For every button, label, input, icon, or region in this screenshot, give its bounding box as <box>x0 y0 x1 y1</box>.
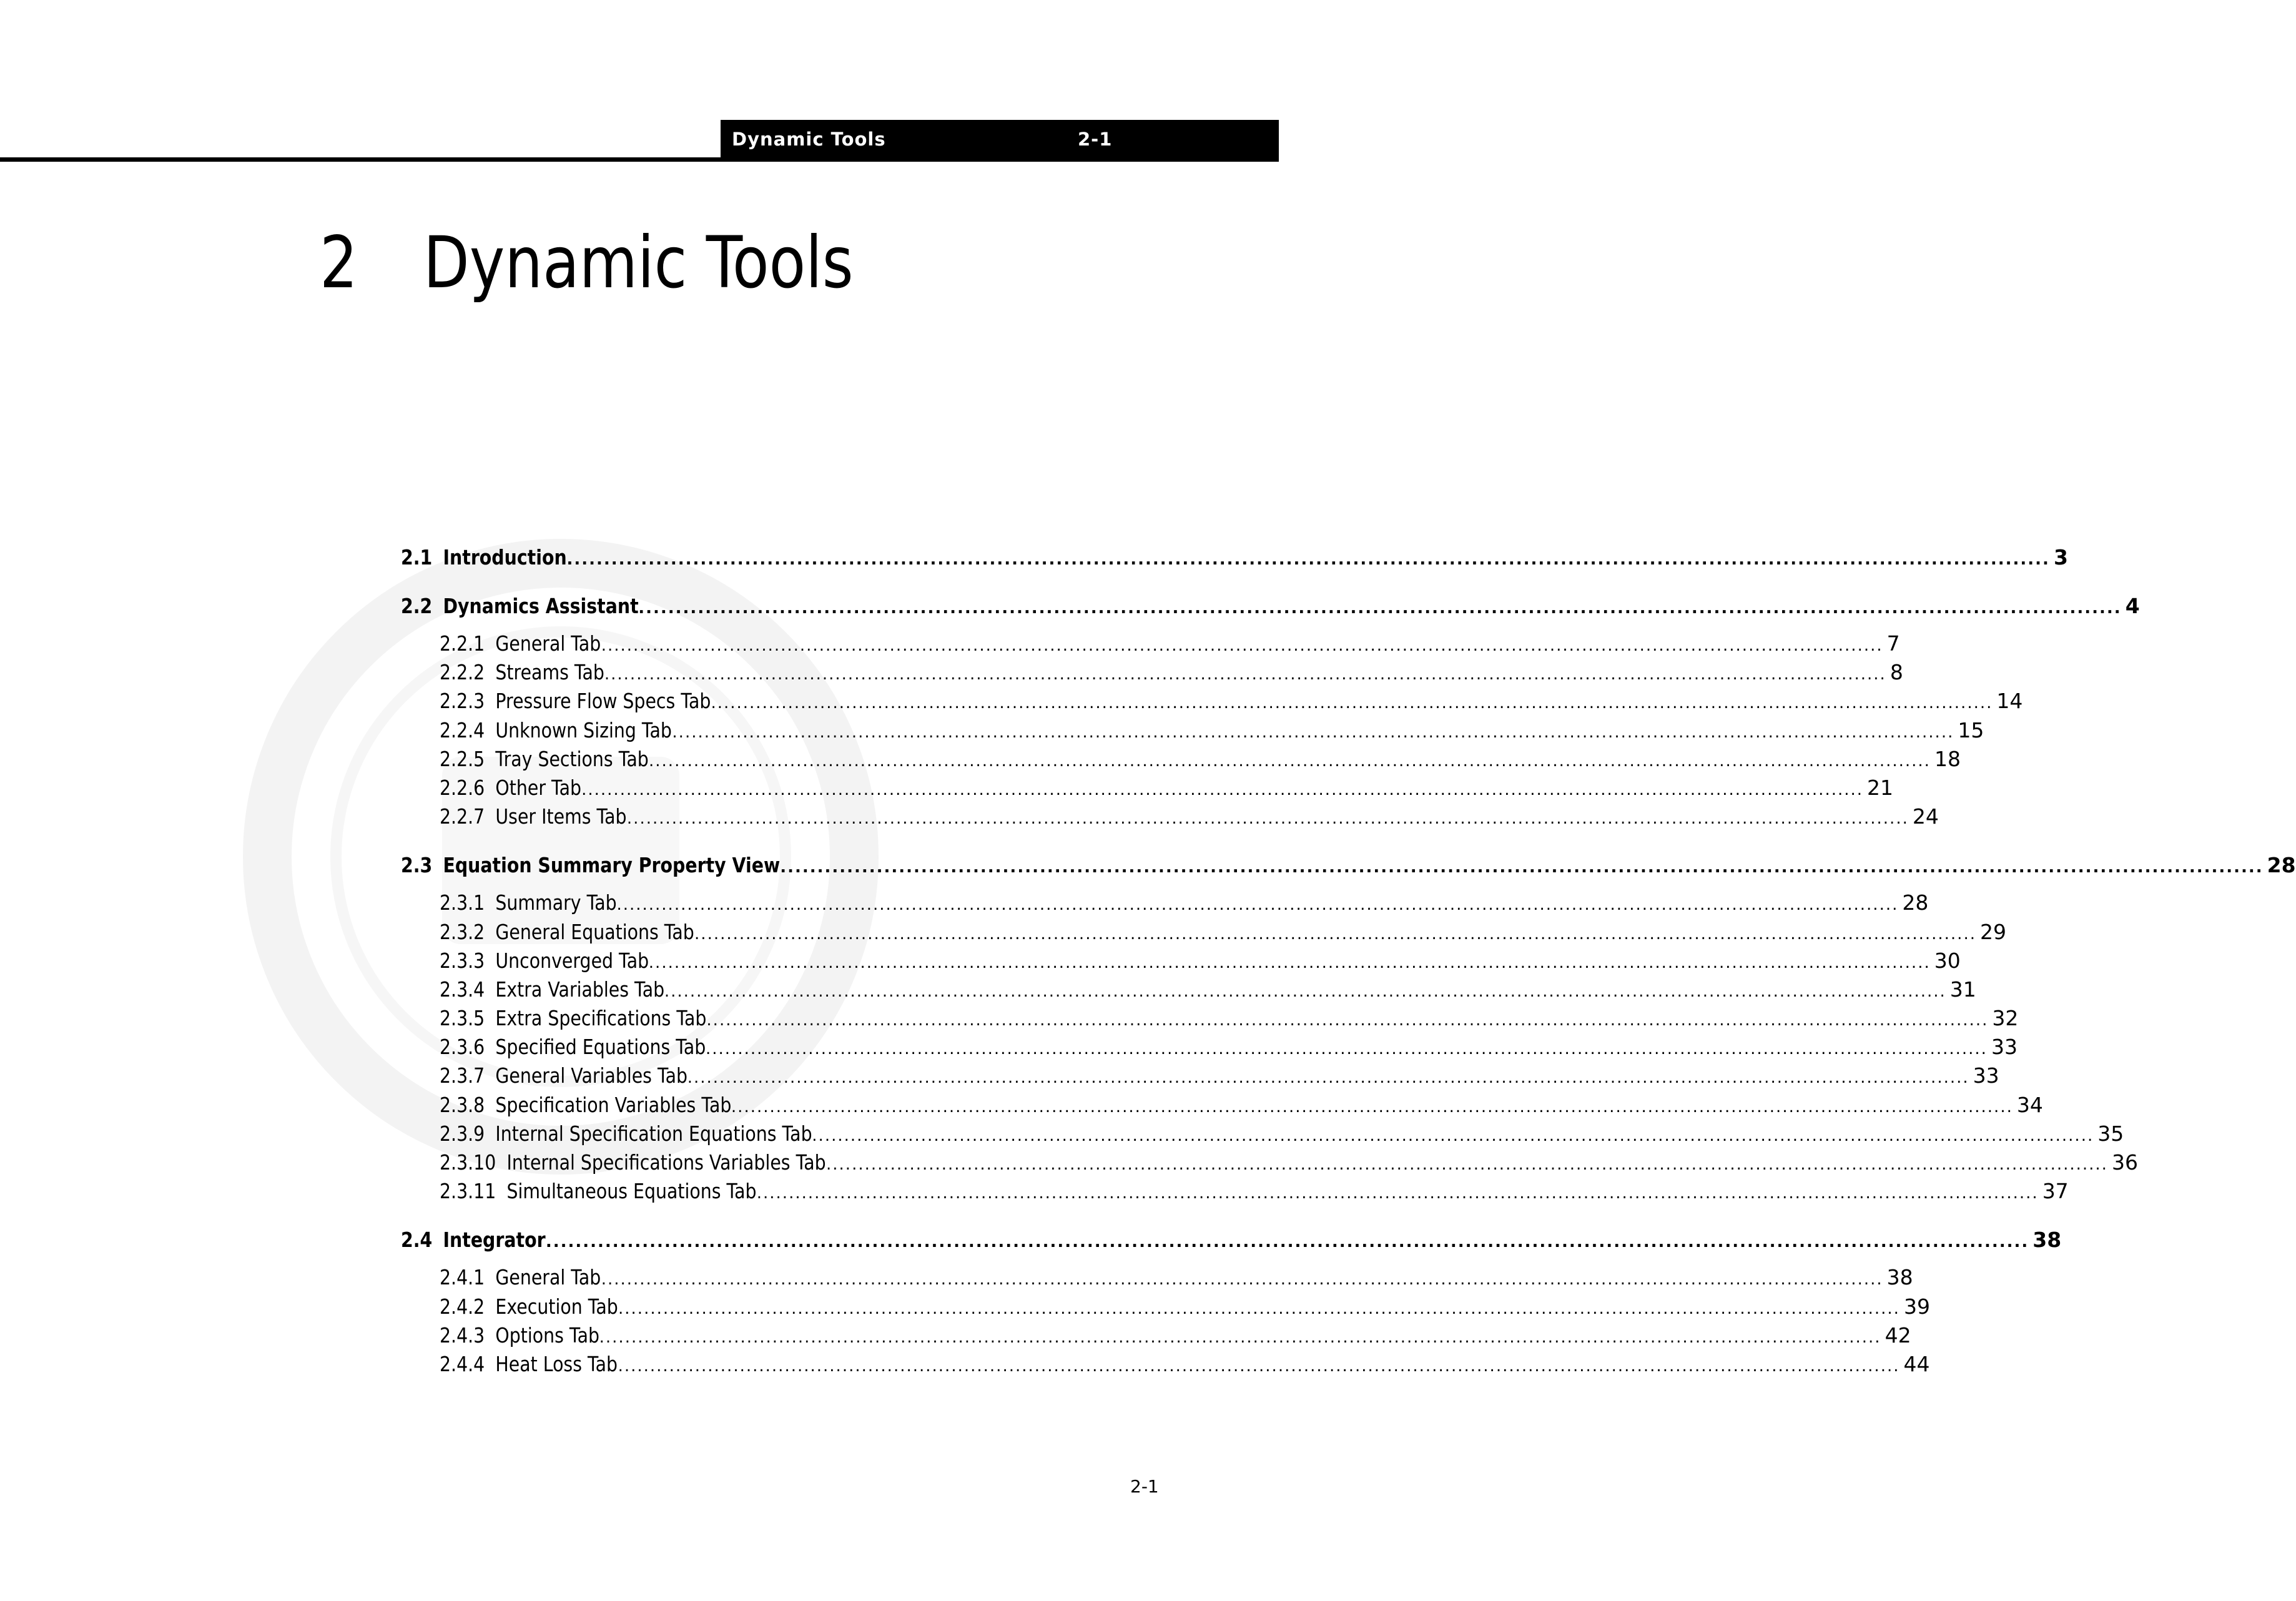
toc-leader-dots: ........................................................................................................................................................................................................ <box>626 809 1909 829</box>
toc-entry-number: 2.3.4 <box>440 977 485 1002</box>
toc-entry-number: 2.3.9 <box>440 1121 485 1146</box>
footer-page-number: 2-1 <box>1130 1476 1159 1497</box>
toc-subsection-entry[interactable] <box>401 975 1976 1004</box>
toc-entry-label <box>440 1321 599 1350</box>
toc-entry-label <box>440 745 649 774</box>
toc-leader-dots: ........................................................................................................................................................................................................ <box>618 1356 1900 1376</box>
toc-page-number: 15 <box>1958 717 1984 742</box>
toc-subsection-entry[interactable] <box>401 1120 2124 1148</box>
toc-subsection-entry[interactable] <box>401 658 1903 687</box>
toc-page-number: 33 <box>1973 1063 1999 1088</box>
toc-page-number: 39 <box>1903 1294 1930 1319</box>
toc-entry-label <box>401 543 567 572</box>
toc-entry-title: Summary Tab <box>495 890 617 915</box>
toc-page-number: 28 <box>1902 890 1929 915</box>
toc-page-number: 36 <box>2111 1150 2138 1175</box>
toc-leader-dots: ........................................................................................................................................................................................................ <box>812 1126 2094 1145</box>
toc-leader-dots: ........................................................................................................................................................................................................ <box>780 858 2264 877</box>
toc-entry-title: Streams Tab <box>495 660 604 685</box>
toc-leader-dots: ........................................................................................................................................................................................................ <box>731 1097 2013 1116</box>
toc-page-number: 4 <box>2125 594 2140 618</box>
toc-leader-dots: ........................................................................................................................................................................................................ <box>826 1155 2108 1174</box>
toc-subsection-entry[interactable] <box>401 1004 2019 1033</box>
toc-page-number: 24 <box>1912 804 1939 829</box>
toc-leader-dots: ........................................................................................................................................................................................................ <box>638 599 2122 618</box>
toc-section-entry[interactable] <box>401 543 2068 572</box>
toc-subsection-entry[interactable] <box>401 947 1961 975</box>
toc-entry-label <box>440 716 672 745</box>
toc-page-number: 28 <box>2267 853 2296 878</box>
toc-entry-title: Equation Summary Property View <box>443 853 781 878</box>
toc-entry-number: 2.1 <box>401 545 433 569</box>
toc-section-entry[interactable] <box>401 1226 2062 1254</box>
toc-entry-label <box>440 918 694 947</box>
toc-leader-dots: ........................................................................................................................................................................................................ <box>599 1328 1881 1347</box>
toc-entry-number: 2.3.1 <box>440 890 485 915</box>
toc-entry-number: 2.2.6 <box>440 775 485 800</box>
running-header-page-number: 2-1 <box>1078 129 1113 150</box>
toc-leader-dots: ........................................................................................................................................................................................................ <box>581 780 1864 799</box>
toc-entry-number: 2.2.2 <box>440 660 485 685</box>
toc-subsection-entry[interactable] <box>401 629 1900 658</box>
toc-page-number: 32 <box>1992 1006 2019 1031</box>
toc-entry-number: 2.3.7 <box>440 1063 485 1088</box>
toc-page-number: 33 <box>1991 1035 2018 1060</box>
toc-page-number: 29 <box>1979 919 2006 944</box>
toc-leader-dots: ........................................................................................................................................................................................................ <box>756 1184 2039 1203</box>
toc-entry-title: General Tab <box>495 631 601 656</box>
toc-section-entry[interactable] <box>401 851 2296 880</box>
toc-entry-number: 2.3.11 <box>440 1179 496 1204</box>
toc-subsection-entry[interactable] <box>401 918 2006 947</box>
toc-page-number: 38 <box>2032 1228 2062 1253</box>
toc-leader-dots: ........................................................................................................................................................................................................ <box>604 665 1886 684</box>
toc-page-number: 7 <box>1886 631 1900 656</box>
toc-entry-title: Extra Variables Tab <box>495 977 665 1002</box>
toc-leader-dots: ........................................................................................................................................................................................................ <box>649 751 1931 771</box>
toc-leader-dots: ........................................................................................................................................................................................................ <box>566 550 2050 569</box>
toc-entry-label <box>440 1062 687 1090</box>
toc-subsection-entry[interactable] <box>401 1148 2138 1177</box>
toc-subsection-entry[interactable] <box>401 1321 1911 1350</box>
toc-leader-dots: ........................................................................................................................................................................................................ <box>694 924 1976 943</box>
toc-entry-title: User Items Tab <box>495 804 627 829</box>
toc-entry-label <box>440 1293 618 1321</box>
toc-entry-number: 2.2.1 <box>440 631 485 656</box>
chapter-number: 2 <box>320 221 358 304</box>
toc-leader-dots: ........................................................................................................................................................................................................ <box>618 1299 1900 1318</box>
toc-subsection-entry[interactable] <box>401 1293 1930 1321</box>
toc-entry-title: Other Tab <box>495 775 582 800</box>
toc-entry-label <box>440 947 649 975</box>
toc-entry-title: Specified Equations Tab <box>495 1035 706 1060</box>
toc-entry-label <box>401 851 780 880</box>
toc-entry-number: 2.2.7 <box>440 804 485 829</box>
toc-page-number: 3 <box>2053 545 2068 569</box>
toc-leader-dots: ........................................................................................................................................................................................................ <box>706 1040 1988 1059</box>
toc-page-number: 35 <box>2097 1121 2124 1146</box>
toc-entry-label <box>440 889 617 917</box>
toc-section-entry[interactable] <box>401 592 2140 621</box>
toc-page-number: 18 <box>1934 746 1961 771</box>
toc-page-number: 30 <box>1934 948 1961 973</box>
toc-leader-dots: ........................................................................................................................................................................................................ <box>687 1068 1969 1088</box>
toc-entry-label <box>440 1177 757 1206</box>
toc-entry-number: 2.4.2 <box>440 1294 485 1319</box>
toc-entry-label <box>440 1120 812 1148</box>
toc-subsection-entry[interactable] <box>401 802 1939 831</box>
toc-entry-title: Unknown Sizing Tab <box>495 717 672 742</box>
toc-page-number: 44 <box>1903 1351 1930 1376</box>
toc-entry-number: 2.4 <box>401 1228 433 1253</box>
toc-entry-number: 2.3.6 <box>440 1035 485 1060</box>
toc-entry-title: Heat Loss Tab <box>495 1351 618 1376</box>
toc-leader-dots: ........................................................................................................................................................................................................ <box>601 1270 1883 1289</box>
toc-subsection-entry[interactable] <box>401 1350 1930 1379</box>
toc-entry-title: Extra Specifications Tab <box>495 1006 707 1031</box>
toc-entry-title: Dynamics Assistant <box>443 594 639 618</box>
toc-entry-title: Simultaneous Equations Tab <box>506 1179 757 1204</box>
toc-entry-number: 2.2.3 <box>440 689 485 714</box>
toc-entry-number: 2.3.8 <box>440 1092 485 1117</box>
toc-entry-label <box>401 592 639 621</box>
toc-subsection-entry[interactable] <box>401 1062 1999 1090</box>
toc-page-number: 42 <box>1885 1323 1911 1347</box>
toc-leader-dots: ........................................................................................................................................................................................................ <box>648 953 1931 972</box>
toc-entry-title: Pressure Flow Specs Tab <box>495 689 711 714</box>
toc-leader-dots: ........................................................................................................................................................................................................ <box>601 636 1883 655</box>
toc-entry-number: 2.2 <box>401 594 433 618</box>
toc-entry-title: General Variables Tab <box>495 1063 688 1088</box>
toc-entry-label <box>440 629 601 658</box>
chapter-title: Dynamic Tools <box>423 221 854 304</box>
toc-entry-title: Introduction <box>443 545 567 569</box>
toc-entry-label <box>440 975 664 1004</box>
toc-entry-number: 2.3.3 <box>440 948 485 973</box>
toc-entry-label <box>440 1148 826 1177</box>
running-header <box>721 120 1279 162</box>
toc-entry-title: Execution Tab <box>495 1294 618 1319</box>
toc-entry-label <box>440 1004 706 1033</box>
toc-subsection-entry[interactable] <box>401 687 2023 716</box>
toc-entry-title: Options Tab <box>495 1323 599 1347</box>
toc-entry-title: Internal Specifications Variables Tab <box>506 1150 826 1175</box>
toc-page-number: 14 <box>1996 689 2023 714</box>
toc-subsection-entry[interactable] <box>401 1091 2043 1120</box>
toc-entry-number: 2.4.4 <box>440 1351 485 1376</box>
toc-entry-number: 2.4.1 <box>440 1265 485 1290</box>
toc-leader-dots: ........................................................................................................................................................................................................ <box>664 982 1946 1001</box>
toc-leader-dots: ........................................................................................................................................................................................................ <box>711 694 1993 713</box>
toc-entry-label <box>440 1263 601 1292</box>
toc-entry-title: General Equations Tab <box>495 919 694 944</box>
toc-entry-title: Internal Specification Equations Tab <box>495 1121 812 1146</box>
toc-entry-label <box>440 1033 706 1062</box>
toc-entry-title: Unconverged Tab <box>495 948 649 973</box>
toc-subsection-entry[interactable] <box>401 889 1929 917</box>
toc-subsection-entry[interactable] <box>401 774 1894 802</box>
toc-entry-number: 2.3.10 <box>440 1150 496 1175</box>
toc-entry-number: 2.3.5 <box>440 1006 485 1031</box>
toc-subsection-entry[interactable] <box>401 745 1961 774</box>
toc-subsection-entry[interactable] <box>401 1033 2018 1062</box>
toc-entry-label <box>440 1091 731 1120</box>
toc-subsection-entry[interactable] <box>401 1263 1913 1292</box>
toc-entry-label <box>440 1350 618 1379</box>
toc-entry-number: 2.2.5 <box>440 746 485 771</box>
toc-entry-number: 2.3.2 <box>440 919 485 944</box>
toc-leader-dots: ........................................................................................................................................................................................................ <box>672 722 1954 742</box>
toc-entry-title: Specification Variables Tab <box>495 1092 732 1117</box>
toc-entry-title: General Tab <box>495 1265 601 1290</box>
toc-subsection-entry[interactable] <box>401 716 1984 745</box>
toc-leader-dots: ........................................................................................................................................................................................................ <box>616 895 1899 915</box>
toc-leader-dots: ........................................................................................................................................................................................................ <box>545 1233 2029 1252</box>
table-of-contents <box>401 543 2296 1379</box>
toc-entry-number: 2.2.4 <box>440 717 485 742</box>
toc-entry-label <box>440 658 604 687</box>
toc-page-number: 31 <box>1949 977 1976 1002</box>
toc-entry-label <box>440 687 711 716</box>
toc-entry-label <box>401 1226 546 1254</box>
toc-page-number: 8 <box>1890 660 1903 685</box>
toc-entry-label <box>440 774 581 802</box>
toc-page-number: 34 <box>2016 1092 2043 1117</box>
toc-entry-number: 2.4.3 <box>440 1323 485 1347</box>
toc-entry-title: Tray Sections Tab <box>495 746 649 771</box>
toc-leader-dots: ........................................................................................................................................................................................................ <box>706 1011 1989 1030</box>
toc-page-number: 37 <box>2042 1179 2069 1204</box>
toc-page-number: 21 <box>1867 775 1894 800</box>
running-header-title: Dynamic Tools <box>732 129 886 150</box>
toc-subsection-entry[interactable] <box>401 1177 2069 1206</box>
toc-page-number: 38 <box>1886 1265 1913 1290</box>
toc-entry-number: 2.3 <box>401 853 433 878</box>
toc-entry-label <box>440 802 627 831</box>
toc-entry-title: Integrator <box>443 1228 546 1253</box>
